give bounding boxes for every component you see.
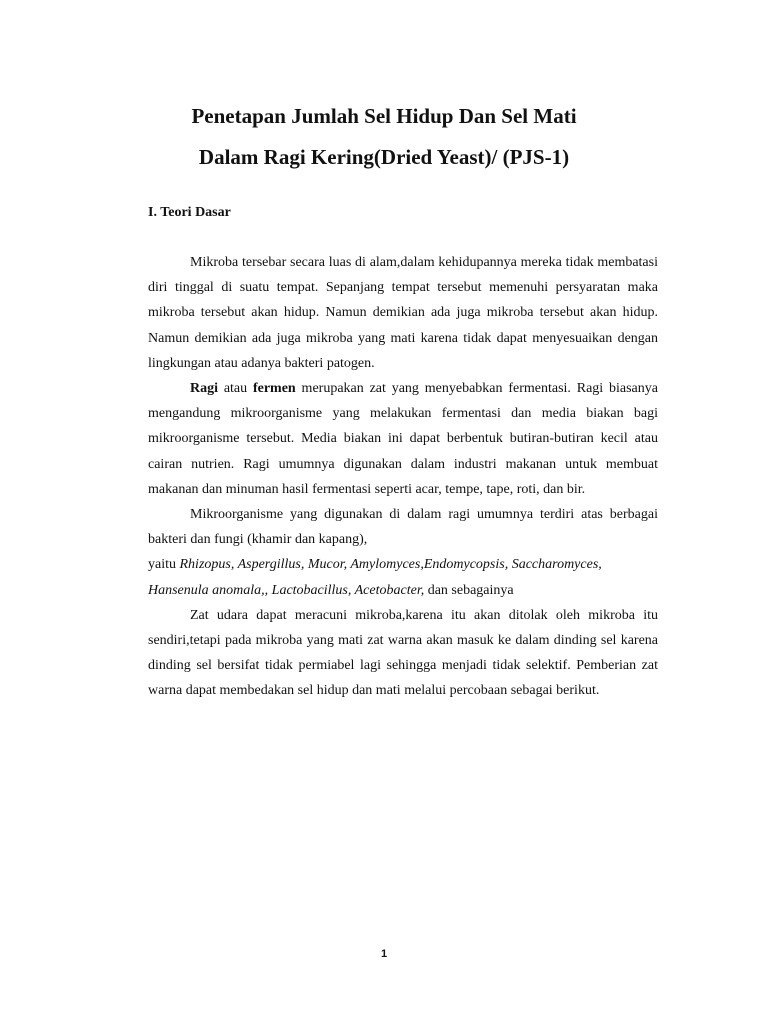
document-body — [148, 250, 658, 704]
section-heading: I. Teori Dasar — [148, 205, 231, 220]
paragraph-4 — [148, 552, 658, 602]
paragraph-3: Mikroorganisme yang digunakan di dalam ragi umumnya terdiri atas berbagai bakteri dan fungi (khamir dan kapang), — [148, 507, 658, 548]
term-fermen: fermen — [252, 381, 296, 397]
organism-list: Rhizopus, Aspergillus, Mucor, Amylomyces,Endomycopsis, Saccharomyces, Hansenula anomala,, Lactobacillus, Acetobacter, — [148, 557, 602, 598]
paragraph-2 — [148, 376, 658, 502]
paragraph-2-atau: atau — [218, 381, 253, 397]
paragraph-5: Zat udara dapat meracuni mikroba,karena itu akan ditolak oleh mikroba itu sendiri,tetapi pada mikroba yang mati zat warna akan masuk ke dalam dinding sel karena dinding sel bersifat tidak permiabel lagi sehingga menjadi tidak selektif. Pemberian zat warna dapat membedakan sel hidup dan mati melalui percobaan sebagai berikut. — [148, 607, 658, 699]
document-title-line-2: Dalam Ragi Kering(Dried Yeast)/ (PJS-1) — [198, 145, 570, 169]
paragraph-4-suffix: dan sebagainya — [424, 582, 514, 598]
document-title-line-1: Penetapan Jumlah Sel Hidup Dan Sel Mati — [191, 104, 577, 128]
paragraph-2-rest: merupakan zat yang menyebabkan fermentasi. Ragi biasanya mengandung mikroorganisme yang melakukan fermentasi dan media biakan bagi mikroorganisme tersebut. Media biakan ini dapat berbentuk butiran-butiran kecil atau cairan nutrien. Ragi umumnya digunakan dalam industri makanan untuk membuat makanan dan minuman hasil fermentasi seperti acar, tempe, tape, roti, dan bir. — [148, 381, 658, 497]
paragraph-1: Mikroba tersebar secara luas di alam,dalam kehidupannya mereka tidak membatasi diri tinggal di suatu tempat. Sepanjang tempat tersebut memenuhi persyaratan maka mikroba tersebut akan hidup. Namun demikian ada juga mikroba tersebut akan hidup. Namun demikian ada juga mikroba yang mati karena tidak dapat menyesuaikan dengan lingkungan atau adanya bakteri patogen. — [148, 255, 658, 371]
term-ragi: Ragi — [190, 381, 218, 397]
paragraph-4-prefix: yaitu — [148, 557, 180, 573]
page-number: 1 — [380, 948, 388, 960]
